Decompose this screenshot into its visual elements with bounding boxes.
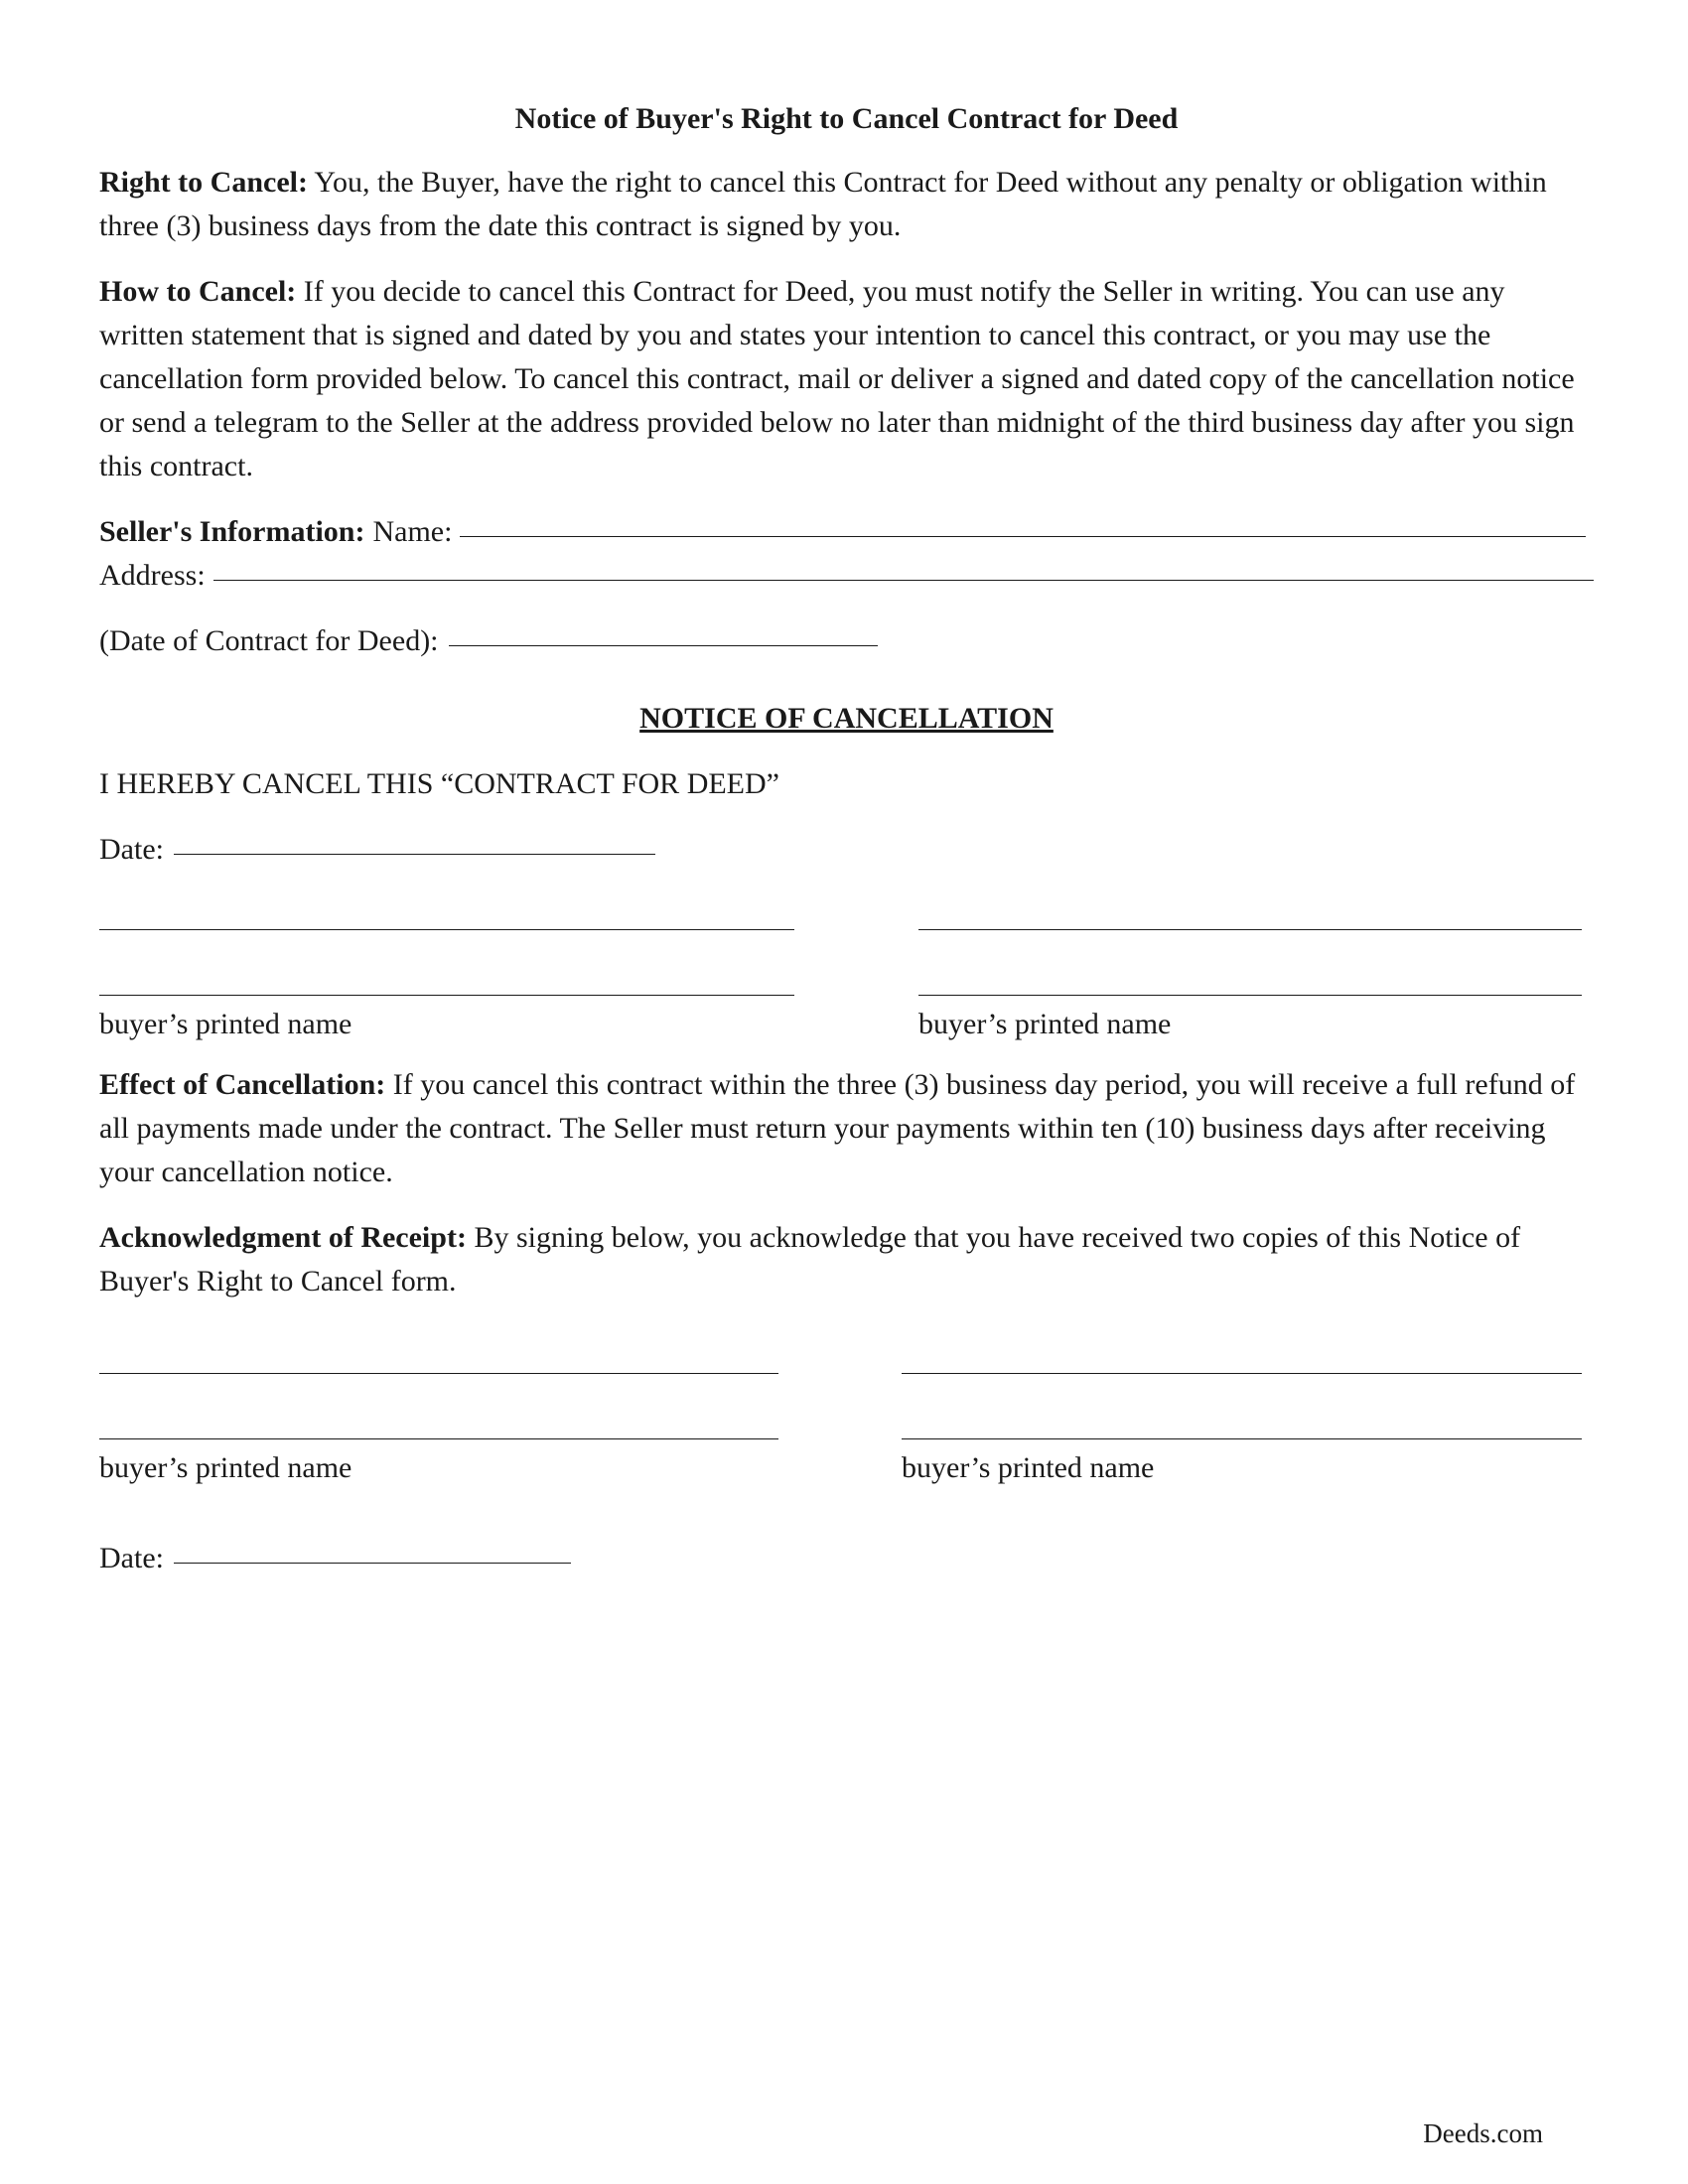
notice-of-cancellation-heading: NOTICE OF CANCELLATION [639, 702, 1054, 735]
buyer-printed-name-caption-right: buyer’s printed name [918, 1008, 1172, 1040]
ack-printed-name-line-right[interactable] [902, 1438, 1582, 1439]
buyer-printed-name-line-right[interactable] [918, 995, 1582, 996]
cancellation-date-field[interactable] [174, 828, 655, 855]
buyer-signature-line-left[interactable] [99, 929, 794, 930]
how-to-cancel-text: If you decide to cancel this Contract for Deed, you must notify the Seller in writing. You can use any written statement that is signed and dated by you and states your intention to cancel this contract, or you may use the cancellation form provided below. To cancel this contract, mail or deliver a signed and dated copy of the cancellation notice or send a telegram to the Seller at the address provided below no later than midnight of the third business day after you sign this contract. [99, 275, 1575, 482]
effect-of-cancellation-label: Effect of Cancellation: [99, 1068, 386, 1101]
buyer-signature-line-right[interactable] [918, 929, 1582, 930]
buyer-printed-name-line-left[interactable] [99, 995, 794, 996]
ack-printed-name-line-left[interactable] [99, 1438, 778, 1439]
seller-name-row [99, 510, 1594, 554]
acknowledgment-text: By signing below, you acknowledge that you have received two copies of this Notice of Buyer's Right to Cancel form. [99, 1221, 1521, 1297]
ack-signature-line-right[interactable] [902, 1373, 1582, 1374]
final-date-row [99, 1537, 1594, 1580]
seller-address-label: Address: [99, 559, 206, 592]
ack-printed-name-caption-right: buyer’s printed name [902, 1451, 1155, 1484]
acknowledgment-signature-block [99, 1325, 1594, 1499]
ack-signature-line-left[interactable] [99, 1373, 778, 1374]
deeds-com-footer: Deeds.com [1423, 2118, 1543, 2148]
seller-name-label: Name: [372, 515, 453, 548]
cancellation-date-row [99, 828, 1594, 872]
cancellation-date-label: Date: [99, 833, 164, 866]
effect-of-cancellation-paragraph [99, 1063, 1594, 1194]
right-to-cancel-text: You, the Buyer, have the right to cancel this Contract for Deed without any penalty or obligation within three (3) business days from the date this contract is signed by you. [99, 166, 1547, 242]
how-to-cancel-paragraph [99, 270, 1594, 488]
contract-date-label: (Date of Contract for Deed): [99, 624, 439, 657]
how-to-cancel-label: How to Cancel: [99, 275, 297, 308]
acknowledgment-label: Acknowledgment of Receipt: [99, 1221, 467, 1254]
final-date-field[interactable] [174, 1537, 571, 1564]
contract-date-field[interactable] [449, 619, 878, 646]
contract-date-row [99, 619, 1594, 663]
right-to-cancel-label: Right to Cancel: [99, 166, 308, 199]
document-title: Notice of Buyer's Right to Cancel Contract for Deed [514, 102, 1179, 135]
right-to-cancel-paragraph [99, 161, 1594, 248]
seller-info-label: Seller's Information: [99, 515, 365, 548]
hereby-cancel-statement: I HEREBY CANCEL THIS “CONTRACT FOR DEED” [99, 767, 779, 800]
buyer-printed-name-caption-left: buyer’s printed name [99, 1008, 352, 1040]
acknowledgment-paragraph [99, 1216, 1594, 1303]
final-date-label: Date: [99, 1542, 164, 1574]
cancellation-signature-block [99, 880, 1594, 1053]
seller-address-field[interactable] [213, 554, 1594, 581]
effect-of-cancellation-text: If you cancel this contract within the three (3) business day period, you will receive a full refund of all payments made under the contract. The Seller must return your payments within ten (10) business days after receiving your cancellation notice. [99, 1068, 1576, 1188]
ack-printed-name-caption-left: buyer’s printed name [99, 1451, 352, 1484]
document-page [99, 97, 1594, 1580]
seller-address-row [99, 554, 1594, 598]
seller-name-field[interactable] [460, 510, 1586, 537]
